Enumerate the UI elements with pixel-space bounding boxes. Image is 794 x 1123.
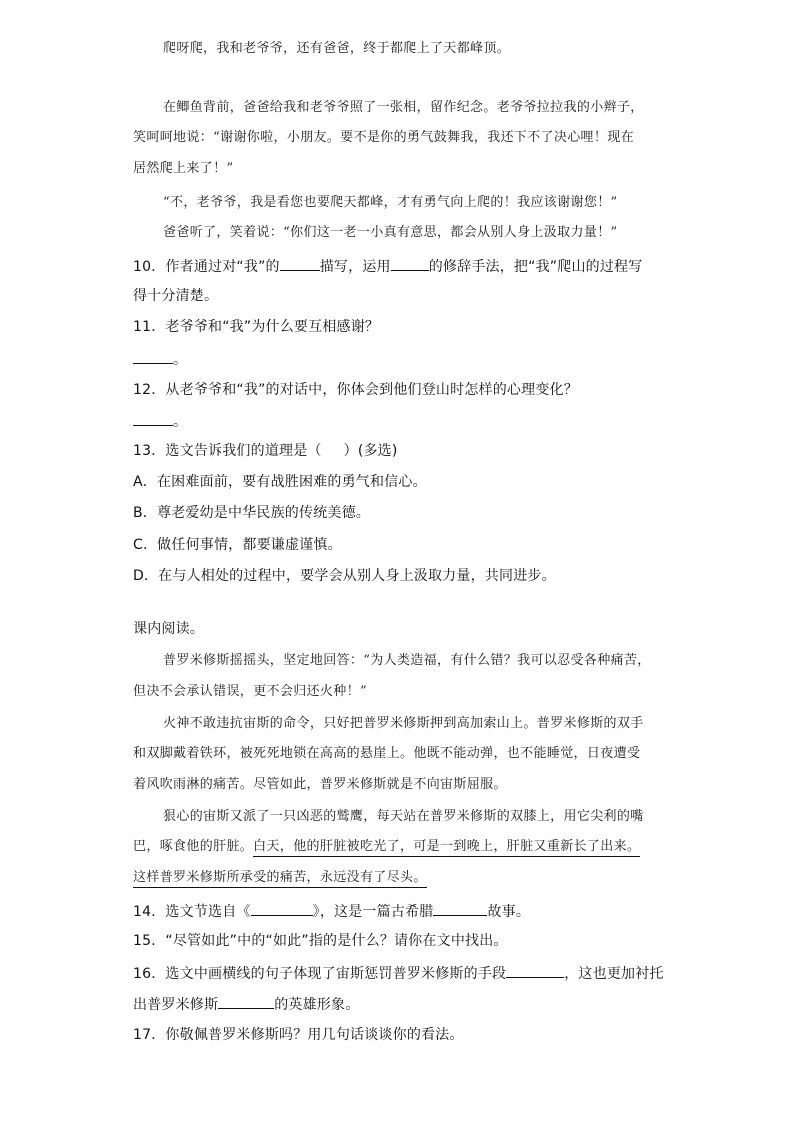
q10-text-d: 得十分清楚。 <box>133 288 219 304</box>
q12-answer-end: 。 <box>173 414 188 430</box>
passage2-line-2: 但决不会承认错误，更不会归还火种！” <box>133 684 367 699</box>
passage2-line-6: 狠心的宙斯又派了一只凶恶的鹫鹰，每天站在普罗米修斯的双膝上，用它尖利的嘴 <box>163 809 644 824</box>
q14-text-c: 故事。 <box>487 904 531 920</box>
q10-blank-2[interactable] <box>391 258 429 271</box>
q16-text-c: 出普罗米修斯 <box>133 997 219 1013</box>
passage2-line-7 <box>133 840 640 853</box>
q10-text-a: 10．作者通过对“我”的 <box>133 259 280 275</box>
passage2-line-8 <box>133 871 427 884</box>
question-12: 12．从老爷爷和“我”的对话中，你体会到他们登山时怎样的心理变化？ <box>133 382 578 398</box>
question-16-cont <box>133 996 359 1012</box>
q16-text-d: 的英雄形象。 <box>274 997 360 1013</box>
question-16 <box>133 965 664 981</box>
passage2-line-5: 着风吹雨淋的痛苦。尽管如此，普罗米修斯就是不向宙斯屈服。 <box>133 777 507 792</box>
passage2-line-3: 火神不敢违抗宙斯的命令，只好把普罗米修斯押到高加索山上。普罗米修斯的双手 <box>163 716 644 731</box>
passage1-line-5: “不，老爷爷，我是看您也要爬天都峰，才有勇气向上爬的！我应该谢谢您！” <box>163 195 618 210</box>
question-14 <box>133 903 530 919</box>
question-17: 17．你敬佩普罗米修斯吗？用几句话谈谈你的看法。 <box>133 1027 464 1043</box>
passage2-line-4: 和双脚戴着铁环，被死死地锁在高高的悬崖上。他既不能动弹，也不能睡觉，日夜遭受 <box>133 746 641 761</box>
passage1-line-6: 爸爸听了，笑着说：“你们这一老一小真有意思，都会从别人身上汲取力量！” <box>163 225 618 240</box>
question-15: 15．“尽管如此”中的“如此”指的是什么？请你在文中找出。 <box>133 933 508 949</box>
section-heading: 课内阅读。 <box>133 621 204 637</box>
q16-blank-1[interactable] <box>506 965 564 978</box>
q10-text-b: 描写，运用 <box>319 259 391 275</box>
q14-blank-2[interactable] <box>433 903 487 916</box>
passage2-line-1: 普罗米修斯摇摇头，坚定地回答：“为人类造福，有什么错？我可以忍受各种痛苦， <box>163 653 651 668</box>
q11-answer-line <box>133 351 187 367</box>
passage1-line-1: 爬呀爬，我和老爷爷，还有爸爸，终于都爬上了天都峰顶。 <box>163 41 511 56</box>
q10-text-c: 的修辞手法，把“我”爬山的过程写 <box>428 259 643 275</box>
q13-option-a[interactable]: A．在困难面前，要有战胜困难的勇气和信心。 <box>133 474 427 490</box>
underlined-sentence-part-1: 白天，他的肝脏被吃光了，可是一到晚上，肝脏又重新长了出来。 <box>253 839 640 857</box>
q13-option-c[interactable]: C．做任何事情，都要谦虚谨慎。 <box>133 537 342 553</box>
passage1-line-2: 在鲫鱼背前，爸爸给我和老爷爷照了一张相，留作纪念。老爷爷拉拉我的小辫子， <box>163 100 644 115</box>
passage1-line-3: 笑呵呵地说：“谢谢你啦，小朋友。要不是你的勇气鼓舞我，我还下不了决心哩！现在 <box>133 130 634 145</box>
q14-blank-1[interactable] <box>251 903 313 916</box>
underlined-sentence-part-2: 这样普罗米修斯所承受的痛苦，永远没有了尽头。 <box>133 870 427 888</box>
q16-text-a: 16．选文中画横线的句子体现了宙斯惩罚普罗米修斯的手段 <box>133 966 507 982</box>
q11-answer-blank[interactable] <box>133 351 173 364</box>
passage2-line-7-plain: 巴，啄食他的肝脏。 <box>133 839 254 854</box>
q12-answer-blank[interactable] <box>133 413 173 426</box>
q16-blank-2[interactable] <box>218 996 274 1009</box>
q10-blank-1[interactable] <box>280 258 320 271</box>
q12-answer-line <box>133 413 187 429</box>
q13-option-d[interactable]: D．在与人相处的过程中，要学会从别人身上汲取力量，共同进步。 <box>133 568 556 584</box>
question-13 <box>133 444 398 458</box>
q13-option-b[interactable]: B．尊老爱幼是中华民族的传统美德。 <box>133 505 371 521</box>
question-10 <box>133 258 642 274</box>
q14-text-a: 14．选文节选自《 <box>133 904 251 920</box>
passage1-line-4: 居然爬上来了！” <box>133 161 234 176</box>
q16-text-b: ，这也更加衬托 <box>564 966 664 982</box>
q11-answer-end: 。 <box>173 352 188 368</box>
q14-text-b: 》，这是一篇古希腊 <box>312 904 434 920</box>
question-11: 11．老爷爷和“我”为什么要互相感谢？ <box>133 319 380 335</box>
q13-text-a: 13．选文告诉我们的道理是（ <box>133 443 322 459</box>
q13-text-b: ）(多选) <box>343 443 398 459</box>
